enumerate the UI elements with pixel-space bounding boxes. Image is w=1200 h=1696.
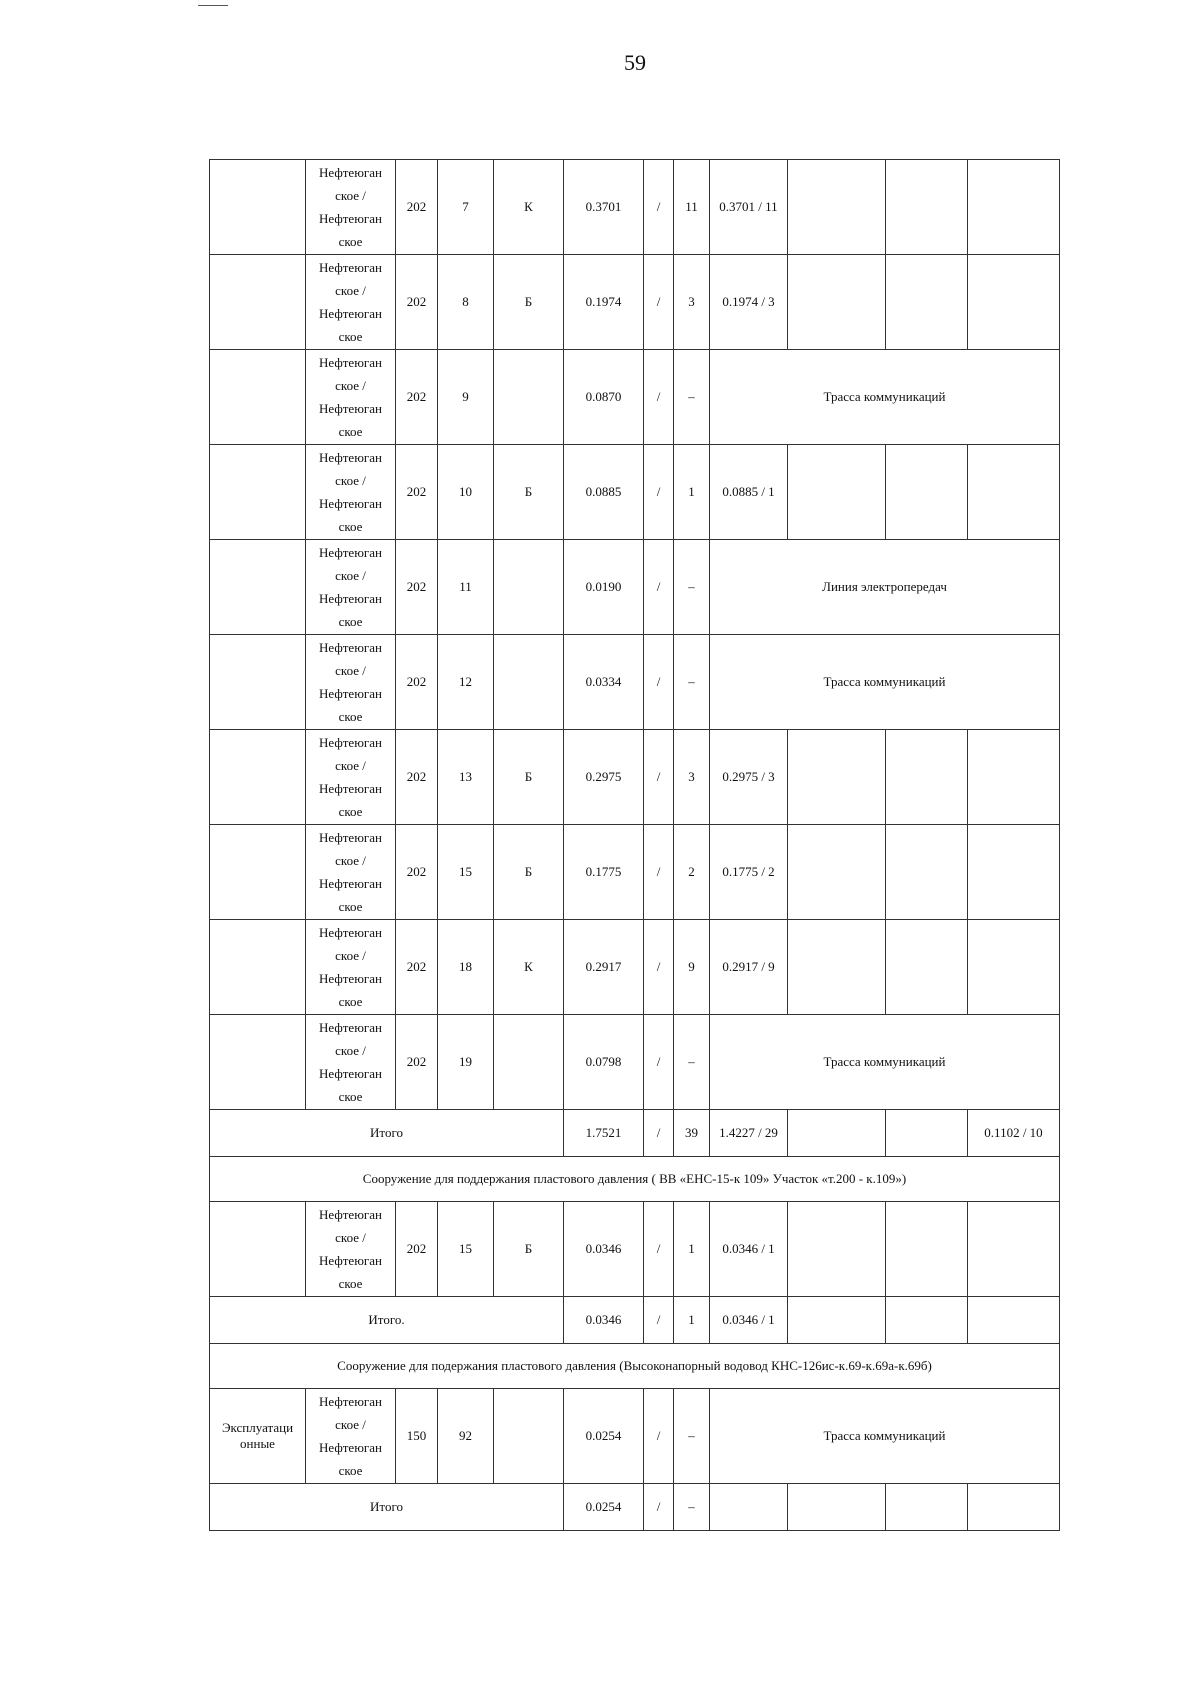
empty-cell [968, 730, 1060, 825]
field-name-line: ское [338, 804, 363, 819]
field-name-cell [306, 255, 396, 350]
table-row [210, 255, 1060, 350]
area-value-cell: 0.2917 [564, 920, 644, 1015]
field-name-line: ское / [335, 283, 366, 298]
total-area-count-cell [710, 1484, 788, 1531]
section-number-cell: 7 [438, 160, 494, 255]
field-name-cell [306, 350, 396, 445]
table-row [210, 1157, 1060, 1202]
purpose-cell: Трасса коммуникаций [710, 350, 1060, 445]
land-type-cell: Б [494, 1202, 564, 1297]
table-row [210, 445, 1060, 540]
purpose-cell: Трасса коммуникаций [710, 635, 1060, 730]
field-name-line: ское [338, 519, 363, 534]
category-cell [210, 255, 306, 350]
field-name-line: Нефтеюган [319, 496, 382, 511]
separator-cell: / [644, 825, 674, 920]
area-count-cell: 0.3701 / 11 [710, 160, 788, 255]
land-type-cell: Б [494, 825, 564, 920]
land-type-cell [494, 350, 564, 445]
total-last-cell [968, 1297, 1060, 1344]
quarter-cell: 202 [396, 825, 438, 920]
field-name-cell [306, 445, 396, 540]
field-name-cell [306, 1202, 396, 1297]
category-cell: Эксплуатаци онные [210, 1389, 306, 1484]
field-name-line: ское / [335, 1043, 366, 1058]
empty-cell [886, 1484, 968, 1531]
quarter-cell: 202 [396, 920, 438, 1015]
land-type-cell [494, 540, 564, 635]
area-value-cell: 0.1775 [564, 825, 644, 920]
field-name-line: Нефтеюган [319, 545, 382, 560]
field-name-line: ское [338, 1089, 363, 1104]
area-value-cell: 0.0334 [564, 635, 644, 730]
area-value-cell: 0.0870 [564, 350, 644, 445]
field-name-line: Нефтеюган [319, 306, 382, 321]
field-name-line: Нефтеюган [319, 830, 382, 845]
table-row [210, 1484, 1060, 1531]
separator-cell: / [644, 1484, 674, 1531]
field-name-line: ское [338, 424, 363, 439]
field-name-line: ское / [335, 758, 366, 773]
field-name-line: Нефтеюган [319, 591, 382, 606]
field-name-line: ское [338, 614, 363, 629]
land-type-cell [494, 1015, 564, 1110]
area-value-cell: 0.3701 [564, 160, 644, 255]
field-name-line: Нефтеюган [319, 165, 382, 180]
category-cell [210, 160, 306, 255]
empty-cell [886, 920, 968, 1015]
land-type-cell: К [494, 920, 564, 1015]
total-count-cell: 39 [674, 1110, 710, 1157]
field-name-line: Нефтеюган [319, 1207, 382, 1222]
quarter-cell: 202 [396, 1202, 438, 1297]
count-cell: – [674, 635, 710, 730]
section-number-cell: 9 [438, 350, 494, 445]
area-count-cell: 0.0885 / 1 [710, 445, 788, 540]
field-name-line: ское [338, 329, 363, 344]
category-cell [210, 1015, 306, 1110]
area-value-cell: 0.0190 [564, 540, 644, 635]
area-value-cell: 0.1974 [564, 255, 644, 350]
field-name-line: Нефтеюган [319, 1066, 382, 1081]
land-plots-table [209, 159, 1060, 1531]
field-name-line: Нефтеюган [319, 1440, 382, 1455]
purpose-cell: Трасса коммуникаций [710, 1389, 1060, 1484]
quarter-cell: 202 [396, 635, 438, 730]
field-name-line: Нефтеюган [319, 971, 382, 986]
count-cell: 1 [674, 1202, 710, 1297]
field-name-line: ское / [335, 1417, 366, 1432]
empty-cell [886, 1202, 968, 1297]
field-name-cell [306, 160, 396, 255]
empty-cell [886, 1110, 968, 1157]
separator-cell: / [644, 255, 674, 350]
count-cell: 11 [674, 160, 710, 255]
empty-cell [968, 160, 1060, 255]
land-type-cell: Б [494, 445, 564, 540]
field-name-line: Нефтеюган [319, 1020, 382, 1035]
category-cell [210, 920, 306, 1015]
section-number-cell: 13 [438, 730, 494, 825]
category-cell [210, 730, 306, 825]
quarter-cell: 202 [396, 1015, 438, 1110]
field-name-line: ское [338, 709, 363, 724]
total-last-cell: 0.1102 / 10 [968, 1110, 1060, 1157]
count-cell: 9 [674, 920, 710, 1015]
empty-cell [886, 445, 968, 540]
area-value-cell: 0.0798 [564, 1015, 644, 1110]
field-name-cell [306, 635, 396, 730]
separator-cell: / [644, 160, 674, 255]
empty-cell [968, 445, 1060, 540]
page-number: 59 [624, 50, 646, 75]
table-row [210, 730, 1060, 825]
empty-cell [886, 1297, 968, 1344]
total-label-cell: Итого [210, 1110, 564, 1157]
total-area-cell: 0.0346 [564, 1297, 644, 1344]
area-value-cell: 0.0885 [564, 445, 644, 540]
area-value-cell: 0.0254 [564, 1389, 644, 1484]
empty-cell [788, 1202, 886, 1297]
field-name-cell [306, 730, 396, 825]
total-area-count-cell: 1.4227 / 29 [710, 1110, 788, 1157]
category-cell [210, 540, 306, 635]
purpose-cell: Трасса коммуникаций [710, 1015, 1060, 1110]
empty-cell [886, 255, 968, 350]
section-number-cell: 15 [438, 825, 494, 920]
field-name-line: ское / [335, 188, 366, 203]
table-row [210, 920, 1060, 1015]
field-name-line: Нефтеюган [319, 260, 382, 275]
quarter-cell: 202 [396, 540, 438, 635]
empty-cell [788, 445, 886, 540]
field-name-line: ское / [335, 473, 366, 488]
field-name-line: Нефтеюган [319, 1394, 382, 1409]
field-name-line: Нефтеюган [319, 640, 382, 655]
total-area-count-cell: 0.0346 / 1 [710, 1297, 788, 1344]
field-name-line: Нефтеюган [319, 876, 382, 891]
land-type-cell: Б [494, 730, 564, 825]
table-row [210, 160, 1060, 255]
section-number-cell: 18 [438, 920, 494, 1015]
count-cell: 2 [674, 825, 710, 920]
separator-cell: / [644, 445, 674, 540]
area-count-cell: 0.1974 / 3 [710, 255, 788, 350]
field-name-line: Нефтеюган [319, 1253, 382, 1268]
field-name-line: ское / [335, 568, 366, 583]
table-row [210, 1110, 1060, 1157]
empty-cell [886, 730, 968, 825]
table-row [210, 825, 1060, 920]
quarter-cell: 202 [396, 255, 438, 350]
count-cell: 3 [674, 730, 710, 825]
section-heading-cell: Сооружение для подержания пластового давления (Высоконапорный водовод КНС-126ис-к.69-к.69а-к.69б) [210, 1344, 1060, 1389]
total-area-cell: 1.7521 [564, 1110, 644, 1157]
area-count-cell: 0.0346 / 1 [710, 1202, 788, 1297]
area-value-cell: 0.0346 [564, 1202, 644, 1297]
field-name-line: ское / [335, 1230, 366, 1245]
total-count-cell: – [674, 1484, 710, 1531]
empty-cell [968, 1202, 1060, 1297]
quarter-cell: 202 [396, 350, 438, 445]
separator-cell: / [644, 920, 674, 1015]
separator-cell: / [644, 1015, 674, 1110]
total-area-cell: 0.0254 [564, 1484, 644, 1531]
field-name-cell [306, 1015, 396, 1110]
field-name-line: ское [338, 234, 363, 249]
table-row [210, 350, 1060, 445]
separator-cell: / [644, 1389, 674, 1484]
area-count-cell: 0.2917 / 9 [710, 920, 788, 1015]
field-name-line: Нефтеюган [319, 401, 382, 416]
total-label-cell: Итого. [210, 1297, 564, 1344]
category-cell [210, 825, 306, 920]
section-number-cell: 92 [438, 1389, 494, 1484]
table-row [210, 1389, 1060, 1484]
land-type-cell: Б [494, 255, 564, 350]
field-name-line: Нефтеюган [319, 925, 382, 940]
quarter-cell: 150 [396, 1389, 438, 1484]
empty-cell [788, 920, 886, 1015]
count-cell: – [674, 350, 710, 445]
field-name-line: ское [338, 994, 363, 1009]
section-number-cell: 15 [438, 1202, 494, 1297]
empty-cell [788, 825, 886, 920]
section-number-cell: 11 [438, 540, 494, 635]
count-cell: 1 [674, 445, 710, 540]
separator-cell: / [644, 540, 674, 635]
field-name-cell [306, 825, 396, 920]
total-count-cell: 1 [674, 1297, 710, 1344]
separator-cell: / [644, 1297, 674, 1344]
empty-cell [788, 1110, 886, 1157]
field-name-line: Нефтеюган [319, 211, 382, 226]
area-count-cell: 0.1775 / 2 [710, 825, 788, 920]
quarter-cell: 202 [396, 730, 438, 825]
table-row [210, 540, 1060, 635]
field-name-line: ское / [335, 948, 366, 963]
field-name-line: Нефтеюган [319, 735, 382, 750]
category-cell [210, 445, 306, 540]
empty-cell [968, 920, 1060, 1015]
area-value-cell: 0.2975 [564, 730, 644, 825]
field-name-line: Нефтеюган [319, 355, 382, 370]
section-heading-cell: Сооружение для поддержания пластового давления ( ВВ «ЕНС-15-к 109» Участок «т.200 - к.109») [210, 1157, 1060, 1202]
empty-cell [788, 255, 886, 350]
field-name-line: ское / [335, 378, 366, 393]
land-type-cell [494, 635, 564, 730]
field-name-line: ское / [335, 663, 366, 678]
empty-cell [788, 160, 886, 255]
empty-cell [788, 1297, 886, 1344]
purpose-cell: Линия электропередач [710, 540, 1060, 635]
total-last-cell [968, 1484, 1060, 1531]
scan-artifact [198, 5, 228, 6]
land-type-cell: К [494, 160, 564, 255]
empty-cell [788, 1484, 886, 1531]
field-name-cell [306, 1389, 396, 1484]
category-cell [210, 635, 306, 730]
count-cell: – [674, 1389, 710, 1484]
field-name-line: Нефтеюган [319, 781, 382, 796]
field-name-line: ское [338, 899, 363, 914]
section-number-cell: 19 [438, 1015, 494, 1110]
section-number-cell: 12 [438, 635, 494, 730]
section-number-cell: 8 [438, 255, 494, 350]
land-type-cell [494, 1389, 564, 1484]
category-cell [210, 350, 306, 445]
table-row [210, 1297, 1060, 1344]
empty-cell [886, 160, 968, 255]
separator-cell: / [644, 350, 674, 445]
field-name-line: Нефтеюган [319, 450, 382, 465]
separator-cell: / [644, 635, 674, 730]
quarter-cell: 202 [396, 160, 438, 255]
count-cell: – [674, 540, 710, 635]
quarter-cell: 202 [396, 445, 438, 540]
count-cell: – [674, 1015, 710, 1110]
empty-cell [886, 825, 968, 920]
count-cell: 3 [674, 255, 710, 350]
separator-cell: / [644, 730, 674, 825]
area-count-cell: 0.2975 / 3 [710, 730, 788, 825]
empty-cell [968, 255, 1060, 350]
field-name-line: ское / [335, 853, 366, 868]
table-row [210, 1344, 1060, 1389]
field-name-line: ское [338, 1276, 363, 1291]
field-name-cell [306, 540, 396, 635]
separator-cell: / [644, 1202, 674, 1297]
field-name-line: ское [338, 1463, 363, 1478]
field-name-line: Нефтеюган [319, 686, 382, 701]
empty-cell [968, 825, 1060, 920]
empty-cell [788, 730, 886, 825]
table-row [210, 635, 1060, 730]
table-row [210, 1015, 1060, 1110]
section-number-cell: 10 [438, 445, 494, 540]
total-label-cell: Итого [210, 1484, 564, 1531]
table-row [210, 1202, 1060, 1297]
field-name-cell [306, 920, 396, 1015]
separator-cell: / [644, 1110, 674, 1157]
category-cell [210, 1202, 306, 1297]
